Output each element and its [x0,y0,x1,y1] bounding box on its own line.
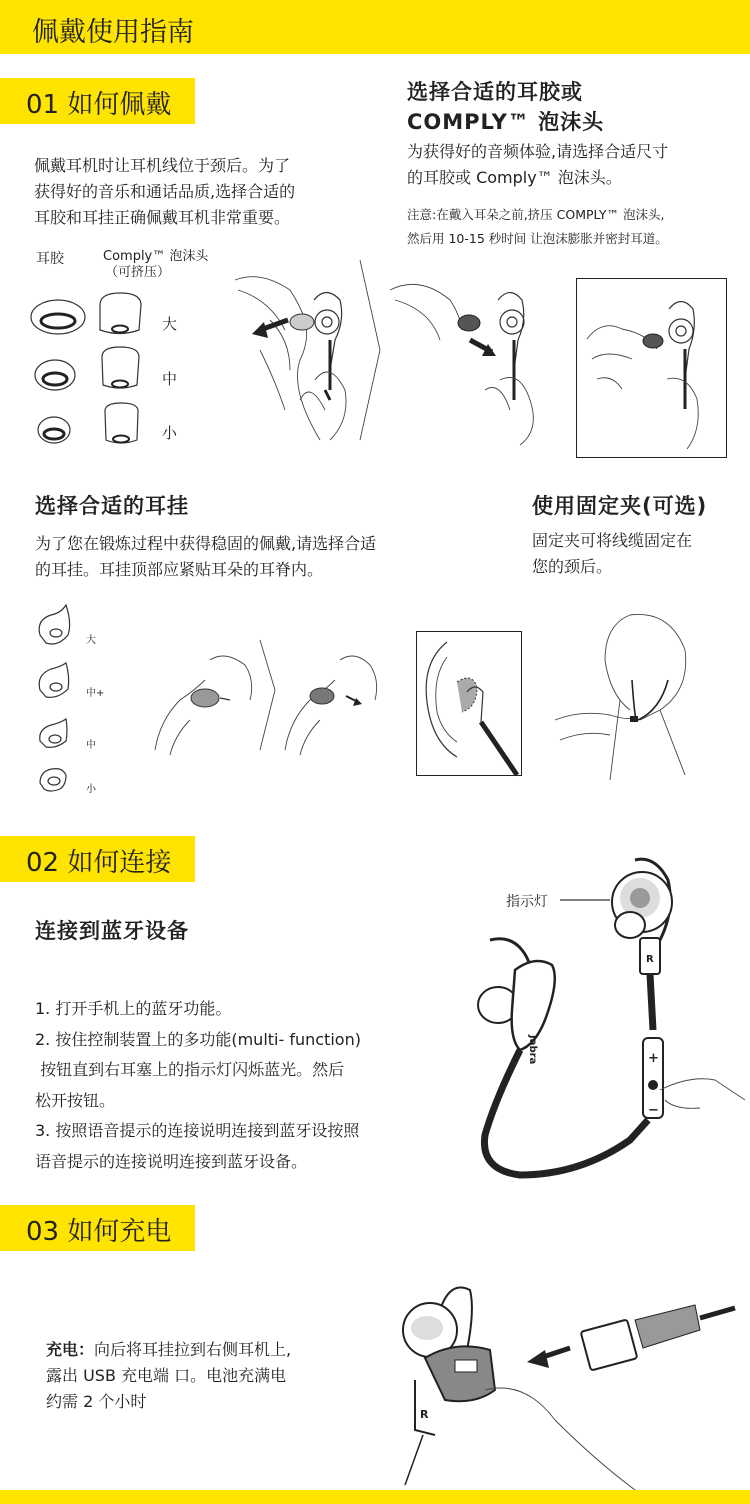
earwing-sizes-illustration [36,605,86,805]
comply-small-icon [105,403,138,443]
charge-r-mark: R [420,1408,429,1421]
comply-title [407,77,604,137]
step-line: 2. 按住控制装置上的多功能(multi- function) [35,1029,361,1049]
wear-intro [34,153,394,231]
size-label-medium: 中 [162,370,178,388]
earwing-attach-illustration [150,640,400,760]
eargel-small-icon [38,417,70,443]
section-tag-label: 03 如何充电 [26,1217,172,1247]
earwing-title: 选择合适的耳挂 [35,494,189,518]
note-line: 然后用 10-15 秒时间 让泡沫膨胀并密封耳道。 [407,231,668,246]
comply-text-line: 为获得好的音频体验,请选择合适尺寸 [407,142,669,161]
ear-fit-frame [416,631,522,776]
step-line: 3. 按照语音提示的连接说明连接到蓝牙设按照 [35,1121,360,1140]
eargel-label: 耳胶 [36,251,64,267]
comply-title-line: COMPLY™ 泡沫头 [407,110,605,134]
earwing-text-line: 为了您在锻炼过程中获得稳固的佩戴,请选择合适 [35,534,377,553]
remote-minus: − [648,1103,659,1118]
wing-size-medium-plus: 中+ [86,688,105,699]
note-line: 注意:在戴入耳朵之前,挤压 COMPLY™ 泡沫头, [407,207,665,222]
indicator-label: 指示灯 [506,894,548,910]
charge-bold: 充电： [46,1340,95,1359]
step-line: 松开按钮。 [35,1090,116,1110]
eargel-large-icon [31,300,85,334]
step-line: 1. 打开手机上的蓝牙功能。 [35,999,232,1018]
earwing-text [35,531,376,583]
r-mark: R [646,954,654,965]
step-line: 按钮直到右耳塞上的指示灯闪烁蓝光。然后 [35,1060,345,1079]
wing-size-small: 小 [86,784,96,795]
right-earbud [612,859,672,974]
hand-squeeze-1 [235,277,346,440]
comply-insert-frame [576,278,727,458]
hand-squeeze-2 [390,284,533,445]
charge-text [46,1337,291,1415]
connect-title: 连接到蓝牙设备 [35,919,189,943]
footer-bar [0,1490,750,1504]
connect-steps [35,994,361,1177]
wing-size-large: 大 [86,635,96,646]
eargel-sizes-illustration [30,295,150,455]
charge-line: 露出 USB 充电端 口。电池充满电 [46,1366,287,1385]
clip-text [532,528,692,580]
ear-fit-illustration [417,632,521,775]
header-bar [0,0,750,54]
intro-line: 佩戴耳机时让耳机线位于颈后。为了 [34,156,291,175]
size-label-large: 大 [162,315,178,333]
comply-text [407,139,668,191]
comply-note [407,203,668,251]
intro-line: 获得好的音乐和通话品质,选择合适的 [34,182,296,201]
step-line: 语音提示的连接说明连接到蓝牙设备。 [35,1151,308,1171]
comply-sub-label: （可挤压） [105,265,171,280]
headset-illustration [460,850,750,1190]
earwing-small-icon [40,769,66,791]
comply-title-line: 选择合适的耳胶或 [407,80,583,104]
section-tag-wear [0,78,195,124]
earwing-large-icon [39,605,69,644]
comply-label: Comply™ 泡沫头 [103,249,209,264]
section-tag-connect [0,836,195,882]
clip-text-line: 您的颈后。 [532,557,613,576]
brand-mark: Jabra [527,1035,538,1065]
wing-size-medium: 中 [86,740,96,751]
eargel-medium-icon [35,360,75,390]
comply-large-icon [100,293,141,334]
section-tag-label: 02 如何连接 [26,848,172,878]
charge-line: 约需 2 个小时 [46,1392,147,1411]
earwing-medium-icon [40,719,67,747]
page-title: 佩戴使用指南 [32,17,194,48]
clip-title: 使用固定夹(可选) [532,494,708,518]
neck-clip-illustration [550,610,700,785]
charging-illustration [395,1270,735,1490]
comply-insert-illustration [230,260,570,450]
left-earbud [478,939,555,1065]
intro-line: 耳胶和耳挂正确佩戴耳机非常重要。 [34,208,291,227]
ear-insert-illustration [577,279,726,457]
clip-text-line: 固定夹可将线缆固定在 [532,531,693,550]
earwing-text-line: 的耳挂。耳挂顶部应紧贴耳朵的耳脊内。 [35,560,324,579]
size-label-small: 小 [162,424,178,442]
charge-line: 向后将耳挂拉到右侧耳机上, [94,1340,292,1359]
remote-plus: + [648,1051,659,1066]
section-tag-label: 01 如何佩戴 [26,90,172,120]
comply-medium-icon [102,347,139,388]
comply-text-line: 的耳胶或 Comply™ 泡沫头。 [407,168,622,187]
earwing-medium-plus-icon [39,663,69,697]
section-tag-charge [0,1205,195,1251]
